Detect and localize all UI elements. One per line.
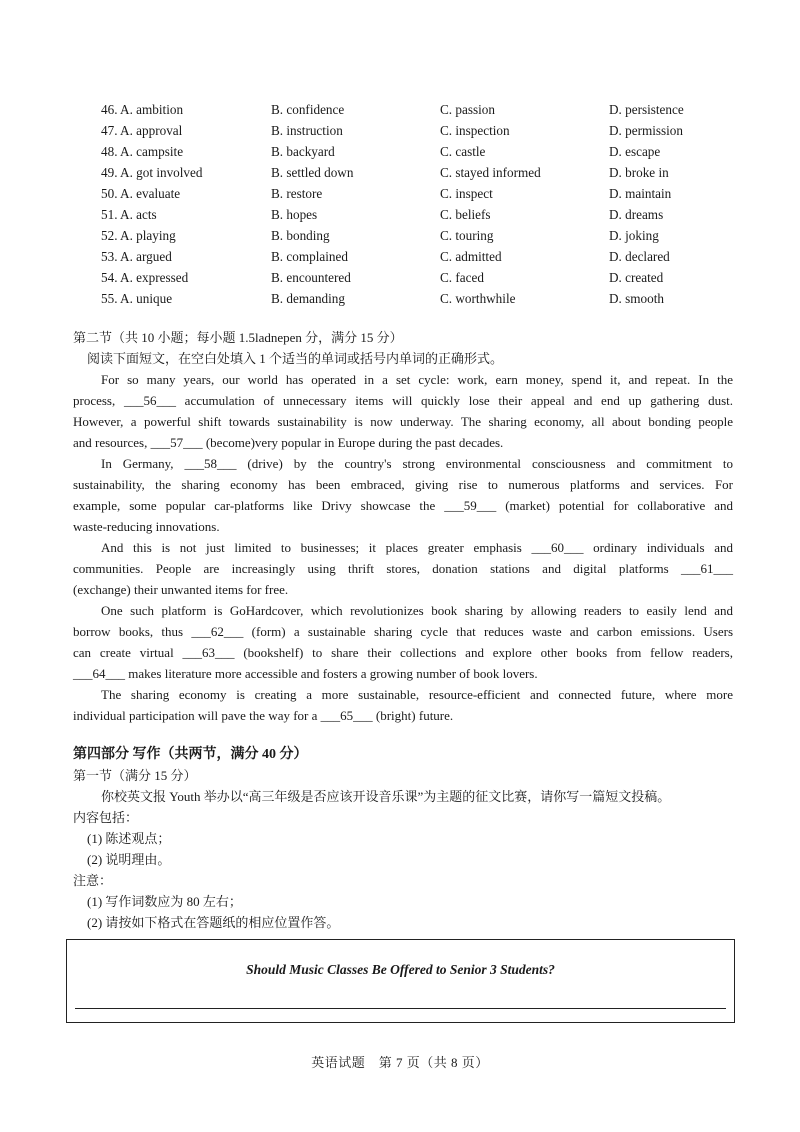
passage-line: In Germany, ___58___ (drive) by the country's strong environmental consciousness and commitment to <box>101 456 733 471</box>
option-row <box>101 162 721 183</box>
option-a: 54. A. expressed <box>101 270 189 285</box>
option-c: C. inspect <box>440 186 493 201</box>
passage-line: For so many years, our world has operated in a set cycle: work, earn money, spend it, and repeat. In the <box>101 372 733 387</box>
option-b: B. bonding <box>271 228 330 243</box>
option-row <box>101 120 721 141</box>
option-row <box>101 267 721 288</box>
option-a: 49. A. got involved <box>101 165 203 180</box>
page-footer: 英语试题 第 7 页（共 8 页） <box>311 1055 489 1070</box>
content-item: (2) 说明理由。 <box>87 852 171 867</box>
writing-task: 你校英文报 Youth 举办以“高三年级是否应该开设音乐课”为主题的征文比赛，请你写一篇短文投稿。 <box>101 789 671 804</box>
option-row <box>101 204 721 225</box>
passage-line: The sharing economy is creating a more sustainable, resource-efficient and connected future, where more <box>101 687 733 702</box>
option-d: D. created <box>609 270 664 285</box>
content-label: 内容包括： <box>73 810 139 825</box>
option-c: C. worthwhile <box>440 291 516 306</box>
passage-line: However, a powerful shift towards sustainability is now underway. The sharing economy, all about bonding people <box>73 414 733 429</box>
option-d: D. dreams <box>609 207 664 222</box>
option-d: D. smooth <box>609 291 664 306</box>
option-b: B. instruction <box>271 123 343 138</box>
option-row <box>101 141 721 162</box>
option-c: C. stayed informed <box>440 165 541 180</box>
option-b: B. demanding <box>271 291 345 306</box>
option-d: D. declared <box>609 249 670 264</box>
option-row <box>101 225 721 246</box>
passage-line: and resources, ___57___ (become)very popular in Europe during the past decades. <box>73 435 504 450</box>
option-a: 52. A. playing <box>101 228 176 243</box>
option-row <box>101 288 721 309</box>
option-b: B. settled down <box>271 165 354 180</box>
content-item: (1) 陈述观点； <box>87 831 171 846</box>
option-b: B. confidence <box>271 102 345 117</box>
option-d: D. joking <box>609 228 659 243</box>
option-b: B. hopes <box>271 207 318 222</box>
option-a: 48. A. campsite <box>101 144 184 159</box>
option-b: B. encountered <box>271 270 351 285</box>
option-a: 55. A. unique <box>101 291 173 306</box>
option-c: C. faced <box>440 270 484 285</box>
section-2-header: 第二节（共 10 小题；每小题 1.5ladnepen 分，满分 15 分） <box>73 330 403 345</box>
option-row <box>101 99 721 120</box>
part-4 <box>73 744 733 933</box>
passage-line: borrow books, thus ___62___ (form) a sustainable sharing cycle that reduces waste and carbon emissions. Users <box>73 624 733 639</box>
passage-line: And this is not just limited to businesses; it places greater emphasis ___60___ ordinary individuals and <box>101 540 733 555</box>
option-d: D. maintain <box>609 186 672 201</box>
section-2-instruction: 阅读下面短文，在空白处填入 1 个适当的单词或括号内单词的正确形式。 <box>87 351 504 366</box>
option-c: C. passion <box>440 102 495 117</box>
option-b: B. backyard <box>271 144 335 159</box>
section-2 <box>73 327 733 726</box>
option-d: D. persistence <box>609 102 684 117</box>
passage-line: example, some popular car-platforms like Drivy showcase the ___59___ (market) potential for collaborative and <box>73 498 733 513</box>
passage-line: One such platform is GoHardcover, which revolutionizes book sharing by allowing readers to easily lend and <box>101 603 733 618</box>
passage-line: communities. People are increasingly using thrift stores, donation stations and digital platforms ___61___ <box>73 561 733 576</box>
passage-line: can create virtual ___63___ (bookshelf) to share their collections and explore other books from fellow readers, <box>73 645 733 660</box>
option-a: 46. A. ambition <box>101 102 184 117</box>
options-table <box>101 99 721 309</box>
answer-box <box>66 939 735 1023</box>
option-d: D. broke in <box>609 165 669 180</box>
writing-line <box>75 1008 726 1009</box>
passage-line: individual participation will pave the way for a ___65___ (bright) future. <box>73 708 454 723</box>
option-row <box>101 183 721 204</box>
option-d: D. permission <box>609 123 683 138</box>
essay-title: Should Music Classes Be Offered to Senior 3 Students? <box>246 962 555 977</box>
part-4-title: 第四部分 写作（共两节，满分 40 分） <box>73 747 308 762</box>
note-label: 注意： <box>73 873 113 888</box>
part-4-subsection: 第一节（满分 15 分） <box>73 768 197 783</box>
option-d: D. escape <box>609 144 661 159</box>
passage-line: sustainability, the sharing economy has been embraced, giving rise to numerous platforms and services. For <box>73 477 733 492</box>
option-c: C. touring <box>440 228 494 243</box>
note-item: (1) 写作词数应为 80 左右； <box>87 894 242 909</box>
option-a: 47. A. approval <box>101 123 183 138</box>
option-row <box>101 246 721 267</box>
option-a: 50. A. evaluate <box>101 186 181 201</box>
option-a: 53. A. argued <box>101 249 172 264</box>
option-a: 51. A. acts <box>101 207 157 222</box>
option-c: C. castle <box>440 144 486 159</box>
option-b: B. complained <box>271 249 348 264</box>
option-b: B. restore <box>271 186 323 201</box>
passage-line: process, ___56___ accumulation of unnecessary items will quickly lose their appeal and end up gathering dust. <box>73 393 733 408</box>
passage-line: waste-reducing innovations. <box>73 519 220 534</box>
note-item: (2) 请按如下格式在答题纸的相应位置作答。 <box>87 915 340 930</box>
option-c: C. inspection <box>440 123 510 138</box>
option-c: C. admitted <box>440 249 502 264</box>
option-c: C. beliefs <box>440 207 491 222</box>
passage-line: (exchange) their unwanted items for free. <box>73 582 289 597</box>
passage-line: ___64___ makes literature more accessible and fosters a growing number of book lovers. <box>73 666 538 681</box>
